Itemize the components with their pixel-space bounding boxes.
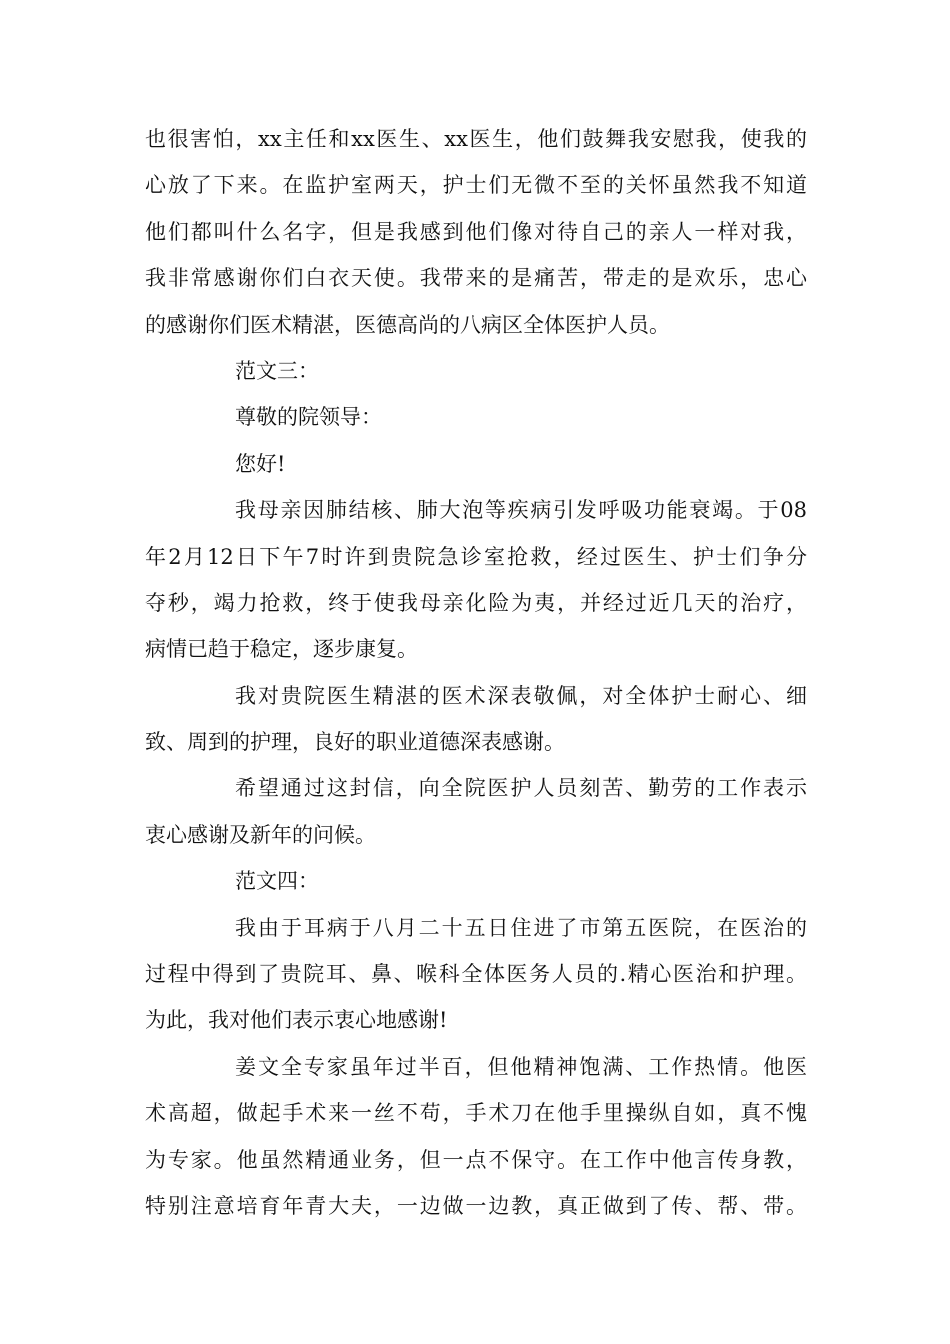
text-line: 为此，我对他们表示衷心地感谢!	[145, 1008, 448, 1033]
text-line: 我非常感谢你们白衣天使。我带来的是痛苦，带走的是欢乐，忠心	[145, 266, 807, 291]
text-line: 希望通过这封信，向全院医护人员刻苦、勤劳的工作表示	[235, 776, 807, 801]
text-line: 致、周到的护理，良好的职业道德深表感谢。	[145, 730, 565, 755]
text-line: 也很害怕，xx主任和xx医生、xx医生，他们鼓舞我安慰我，使我的	[145, 127, 807, 151]
text-line: 他们都叫什么名字，但是我感到他们像对待自己的亲人一样对我，	[145, 219, 807, 244]
text-line: 特别注意培育年青大夫，一边做一边教，真正做到了传、帮、带。	[145, 1193, 807, 1218]
text-line: 病情已趋于稳定，逐步康复。	[145, 637, 418, 662]
text-line: 年2月12日下午7时许到贵院急诊室抢救，经过医生、护士们争分	[145, 544, 807, 569]
text-line: 心放了下来。在监护室两天，护士们无微不至的关怀虽然我不知道	[145, 173, 807, 198]
text-line: 夺秒，竭力抢救，终于使我母亲化险为夷，并经过近几天的治疗，	[145, 590, 807, 615]
text-line: 我对贵院医生精湛的医术深表敬佩，对全体护士耐心、细	[235, 683, 807, 708]
text-line: 的感谢你们医术精湛，医德高尚的八病区全体医护人员。	[145, 312, 670, 337]
text-line: 术高超，做起手术来一丝不苟，手术刀在他手里操纵自如，真不愧	[145, 1101, 807, 1126]
text-line: 范文四：	[235, 869, 319, 894]
text-line: 过程中得到了贵院耳、鼻、喉科全体医务人员的.精心医治和护理。	[145, 962, 807, 987]
text-line: 衷心感谢及新年的问候。	[145, 822, 376, 847]
text-line: 尊敬的院领导：	[235, 405, 382, 430]
text-line: 范文三：	[235, 358, 319, 383]
text-line: 我由于耳病于八月二十五日住进了市第五医院，在医治的	[235, 915, 807, 940]
text-line: 姜文全专家虽年过半百，但他精神饱满、工作热情。他医	[235, 1054, 807, 1079]
document-body	[145, 116, 807, 1229]
text-line: 我母亲因肺结核、肺大泡等疾病引发呼吸功能衰竭。于08	[235, 498, 807, 523]
text-line: 您好!	[235, 451, 286, 476]
text-line: 为专家。他虽然精通业务，但一点不保守。在工作中他言传身教，	[145, 1147, 807, 1172]
